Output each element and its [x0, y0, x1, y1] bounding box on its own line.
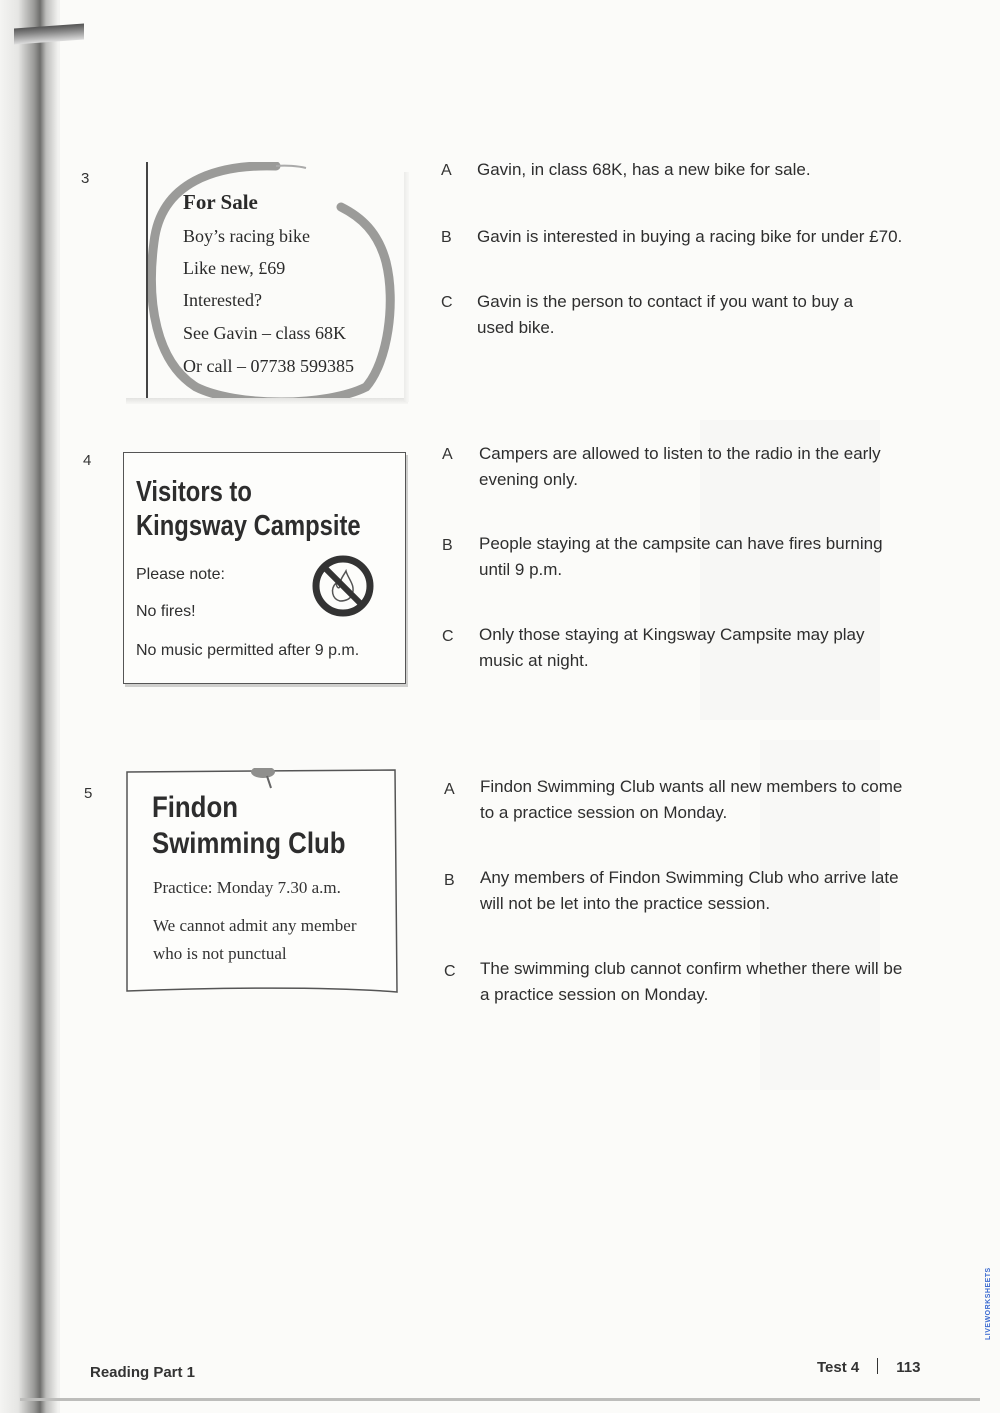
option-a-text[interactable] [479, 441, 881, 493]
notice-line: Or call – 07738 599385 [183, 356, 354, 376]
option-text-line: Findon Swimming Club wants all new members to come [480, 777, 903, 796]
option-c-text[interactable] [480, 956, 902, 1008]
notice-line: who is not punctual [153, 944, 287, 963]
notice-line: Please note: [136, 566, 225, 583]
option-b-text[interactable] [477, 224, 902, 250]
option-text-line: Gavin is interested in buying a racing bike for under £70. [477, 227, 903, 246]
option-text-line: Campers are allowed to listen to the radio in the early [479, 444, 881, 463]
option-letter-c: C [442, 628, 454, 645]
for-sale-notice [126, 162, 408, 402]
notice-line: Like new, £69 [183, 258, 286, 278]
footer-section-label: Reading Part 1 [90, 1364, 196, 1381]
footer-page-number: 113 [896, 1359, 921, 1376]
footer-page-info [817, 1358, 920, 1376]
option-text-line: Any members of Findon Swimming Club who arrive late [480, 868, 899, 887]
notice-shadow-right [404, 172, 409, 402]
notice-title [136, 475, 361, 543]
question-number-4: 4 [83, 452, 92, 469]
page-bottom-edge [20, 1398, 980, 1401]
notice-title-line: Kingsway Campsite [136, 510, 361, 542]
notice-title-line: Findon [152, 791, 238, 824]
option-a-text[interactable] [477, 157, 811, 183]
notice-line: Practice: Monday 7.30 a.m. [153, 878, 341, 897]
option-text-line: Gavin is the person to contact if you want to buy a [477, 292, 854, 311]
option-letter-a: A [444, 781, 455, 798]
option-b-text[interactable] [479, 531, 883, 583]
option-text-line: will not be let into the practice session. [480, 894, 771, 913]
option-c-text[interactable] [479, 622, 865, 674]
question-number-3: 3 [81, 170, 90, 187]
option-text-line: music at night. [479, 651, 589, 670]
notice-line: No fires! [136, 603, 196, 620]
option-b-text[interactable] [480, 865, 899, 917]
campsite-notice [123, 452, 406, 684]
notice-title-line: Swimming Club [152, 827, 346, 860]
option-c-text[interactable] [477, 289, 853, 341]
book-spine-shadow [0, 0, 60, 1413]
option-text-line: The swimming club cannot confirm whether there will be [480, 959, 903, 978]
option-letter-b: B [442, 537, 453, 554]
option-text-line: a practice session on Monday. [480, 985, 709, 1004]
option-text-line: Only those staying at Kingsway Campsite may play [479, 625, 865, 644]
option-letter-b: B [441, 229, 452, 246]
question-number-5: 5 [84, 785, 93, 802]
option-text-line: to a practice session on Monday. [480, 803, 728, 822]
spine-top-shadow [14, 24, 84, 45]
option-text-line: used bike. [477, 318, 555, 337]
notice-title: For Sale [183, 190, 258, 214]
option-letter-b: B [444, 872, 455, 889]
notice-line: Boy’s racing bike [183, 226, 310, 246]
notice-title [152, 790, 346, 862]
notice-title-line: Visitors to [136, 476, 252, 508]
no-fire-icon [310, 553, 376, 619]
footer-test-label: Test 4 [817, 1359, 860, 1376]
option-letter-c: C [441, 294, 453, 311]
option-text-line: evening only. [479, 470, 578, 489]
notice-line: See Gavin – class 68K [183, 323, 346, 343]
option-letter-a: A [441, 162, 452, 179]
option-a-text[interactable] [480, 774, 902, 826]
notice-line: We cannot admit any member [153, 916, 357, 935]
option-text-line: Gavin, in class 68K, has a new bike for sale. [477, 160, 811, 179]
notice-line: Interested? [183, 290, 262, 310]
notice-line: No music permitted after 9 p.m. [136, 642, 360, 659]
option-letter-c: C [444, 963, 456, 980]
notice-frame-left [146, 162, 148, 400]
footer-separator [877, 1358, 878, 1374]
liveworksheets-watermark: LIVEWORKSHEETS [985, 1267, 992, 1340]
swimming-club-notice [125, 768, 399, 996]
option-text-line: until 9 p.m. [479, 560, 563, 579]
option-letter-a: A [442, 446, 453, 463]
notice-shadow-bottom [126, 398, 408, 404]
option-text-line: People staying at the campsite can have fires burning [479, 534, 883, 553]
